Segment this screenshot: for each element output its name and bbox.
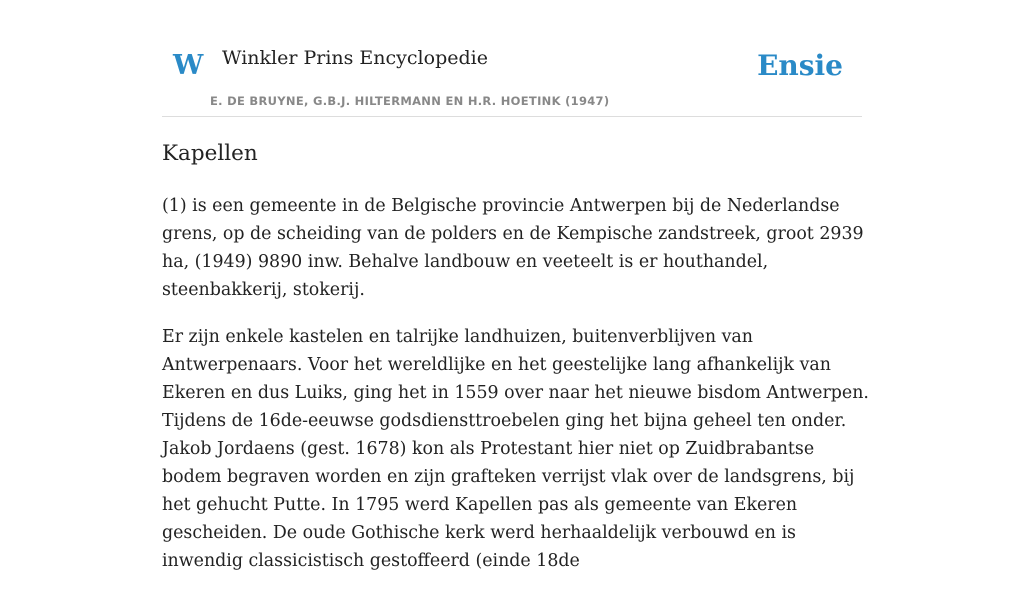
encyclopedia-header [162, 38, 862, 117]
entry-paragraph: (1) is een gemeente in de Belgische provincie Antwerpen bij de Nederlandse grens, op de scheiding van de polders en de Kempische zandstreek, groot 2939 ha, (1949) 9890 inw. Behalve landbouw en veeteelt is er houthandel, steenbakkerij, stokerij. [162, 196, 864, 300]
entry-title: Kapellen [162, 141, 258, 166]
publication-authors: E. DE BRUYNE, G.B.J. HILTERMANN EN H.R. HOETINK (1947) [210, 94, 610, 108]
ensie-logo[interactable]: Ensie [757, 49, 843, 82]
winkler-prins-logo[interactable]: W [173, 50, 204, 81]
entry-paragraph: Er zijn enkele kastelen en talrijke landhuizen, buitenverblijven van Antwerpenaars. Voor het wereldlijke en het geestelijke lang afhankelijk van Ekeren en dus Luiks, ging het in 1559 over naar het nieuwe bisdom Antwerpen. Tijdens de 16de-eeuwse godsdiensttroebelen ging het bijna geheel ten onder. Jakob Jordaens (gest. 1678) kon als Protestant hier niet op Zuidbrabantse bodem begraven worden en zijn grafteken verrijst vlak over de landsgrens, bij het gehucht Putte. In 1795 werd Kapellen pas als gemeente van Ekeren gescheiden. De oude Gothische kerk werd herhaaldelijk verbouwd en is inwendig classicistisch gestoffeerd (einde 18de [162, 327, 869, 571]
publication-title[interactable]: Winkler Prins Encyclopedie [222, 47, 488, 69]
entry-body [162, 192, 870, 594]
